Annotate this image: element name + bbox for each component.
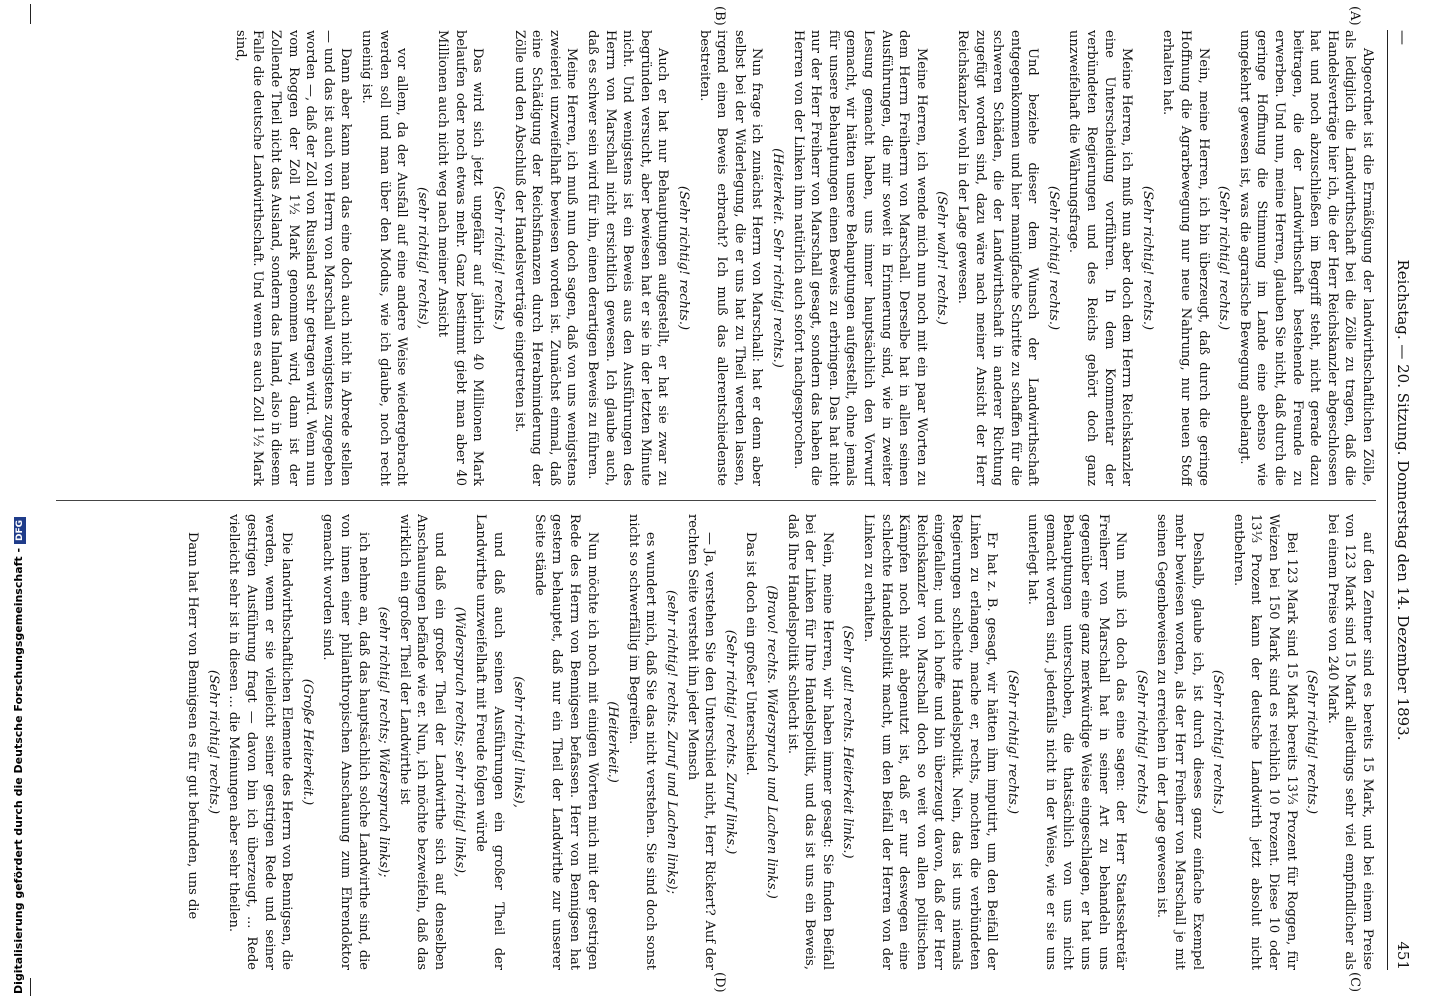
interjection: (Sehr richtig! rechts.): [1139, 185, 1155, 331]
interjection: (Sehr richtig! rechts.): [676, 185, 692, 331]
page-number: 451: [1394, 941, 1412, 970]
paragraph: es wundert mich, daß Sie das nicht verstehen. Sie sind doch sonst nicht so schwerfällig im Begreifen.: [625, 514, 659, 970]
paragraph: auf den Zentner sind es bereits 15 Mark, und bei einem Preise von 123 Mark sind 15 Mark allerdings sehr viel empfindlicher als bei einem Preise von 240 Mark.: [1324, 514, 1375, 970]
paragraph: Deshalb, glaube ich, ist durch dieses ganz einfache Exempel mehr bewiesen worden, als der Herr Freiherr von Marschall je mit seinen Gegenbeweisen zu erreichen in der Lage gewesen ist.: [1154, 514, 1205, 970]
interjection: (sehr richtig! rechts),: [414, 187, 430, 329]
header-title: Reichstag. — 20. Sitzung. Donnerstag den 14. Dezember 1893.: [1394, 259, 1412, 741]
paragraph: Dann aber kann man das eine doch auch nicht in Abrede stellen — und das ist auch von Herrn von Marschall wenigstens zugegeben worden —, daß der Zoll von Russland sehr getragen wird. Wenn nun vom Roggen der Zoll 1½ Mark genommen wird, dann ist der Zollende Theil nicht das Ausland, sondern das Inland, also in diesem Falle die deutsche Landwirthschaft. Und wenn es auch Zoll 1½ Mark sind,: [232, 30, 354, 486]
interjection: (Sehr richtig! rechts.): [1133, 669, 1149, 815]
paragraph: vor allem, da der Ausfall auf eine andere Weise wiedergebracht werden soll und man über den Modus, wie ich glaube, noch recht uneinig ist.: [358, 30, 410, 486]
interjection: (Sehr richtig! rechts.): [1216, 185, 1232, 331]
paragraph: Nun muß ich doch das eine sagen: der Herr Staatssekretär Freiherr von Marschall hat in seiner Art zu behandeln uns gegenüber eine ganz merkwürdige Weise eingeschlagen, er hat uns Behauptungen unterschoben, die thatsächlich von uns nicht gemacht worden sind, jedenfalls nicht in der Weise, wie er sie uns unterlegt hat.: [1025, 514, 1129, 970]
header-dash: —: [1394, 30, 1412, 45]
interjection: (Bravo! rechts. Widerspruch und Lachen links.): [764, 585, 779, 899]
dfg-logo: DFG: [14, 517, 26, 544]
text-column-right: [56, 514, 1376, 970]
interjection: (Sehr richtig! rechts.): [205, 669, 221, 815]
paragraph: Abgeordnet ist die Ermäßigung der landwirthschaftlichen Zölle, als lediglich die Landwirthschaft bei die Zölle zu tragen, daß die Handelsverträge hier ich, die der Herr Reichskanzler abgeschlossen hat und noch abzuschließen im Begriff steht, nicht gerade dazu beitragen, die der Landwirthschaft bestehende Freunde zu erwerben. Und nun, meine Herren, glauben Sie nicht, daß durch die geringe Hoffnung die Stimmung im Lande eine ebenso wie umgekehrt gewesen ist, was die agrarische Bewegung anbelangt.: [1236, 30, 1375, 486]
paragraph: Meine Herren, ich wende mich nun noch mit ein paar Worten zu dem Herrn Freiherrn von Marschall. Derselbe hat in allen seinen Ausführungen, die mir soweit in Erinnerung sind, wie in zweiter Lesung gemacht haben, uns immer hauptsächlich den Vorwurf gemacht, wir hätten unsere Behauptungen aufgestellt, ohne jemals für unsere Behauptungen einen Beweis zu erbringen. Das hat nicht nur der Herr Freiherr von Marschall gesagt, sondern das haben die Herren von der Linken ihm natürlich auch sofort nachgesprochen.: [790, 30, 929, 486]
paragraph: Und beziehe dieser dem Wunsch der Landwirthschaft entgegenkommen und hier mannigfache Schritte zu schaffen für die schweren Schäden, die der Landwirthschaft in anderer Richtung zugefügt worden sind, dazu wäre nach meiner Ansicht der Herr Reichskanzler wohl in der Lage gewesen.: [954, 30, 1041, 486]
interjection: (Sehr richtig! rechts.): [1045, 185, 1061, 331]
paragraph: Er hat z. B. gesagt, wir hätten ihm imputirt, um den Beifall der Linken zu erlangen, mache er, rechts, mochten die verbündeten Regierungen schlechte Handelspolitik. Nein, das ist uns niemals eingefallen; und ich hoffe und bin überzeugt davon, daß der Herr Reichskanzler von Marschall doch so weit von allen politischen Kämpfen noch nicht abgenutzt ist, daß er nur deswegen eine schlechte Handelspolitik macht, um den Beifall der Herren von der Linken zu erhalten.: [860, 514, 1000, 970]
interjection: (Heiterkeit. Sehr richtig! rechts.): [770, 148, 785, 368]
interjection: (Sehr richtig! rechts.): [1210, 669, 1226, 815]
interjection: (sehr richtig! rechts. Zuruf und Lachen links);: [664, 589, 680, 895]
interjection: (Große Heiterkeit.): [299, 678, 315, 806]
paragraph: Nun möchte ich noch mit einigen Worten mich mit der gestrigen Rede des Herrn von Bennigsen befassen. Herr von Bennigsen hat gestern behauptet, daß nur ein Theil der Landwirthe zur unserer Seite stände: [531, 514, 600, 970]
paragraph: Nein, meine Herren, wir haben immer gesagt: Sie finden Beifall bei der Linken für Ihre Handelspolitik, und das ist uns ein Beweis, daß Ihre Handelspolitik schlecht ist.: [784, 514, 835, 970]
margin-mark-c: (C): [1347, 972, 1362, 993]
margin-mark-a: (A): [1347, 6, 1362, 26]
paragraph: Meine Herren, ich muß nun aber doch dem Herrn Reichskanzler eine Unterscheidung vorführen. In dem Kommentar der verbündeten Regierungen und des Reichs gehört doch ganz unzweifelhaft die Währungsfrage.: [1066, 30, 1135, 486]
interjection: (Heiterkeit.): [605, 701, 621, 783]
interjection: (sehr richtig! links),: [511, 676, 527, 808]
interjection: (Sehr richtig! rechts.): [1304, 669, 1320, 815]
paragraph: Meine Herren, ich muß nun doch sagen, daß von uns wenigstens zweierlei unzweifelhaft bewiesen worden ist. Zunächst einmal, daß eine Schädigung der Reichsfinanzen durch Herabminderung der Zölle und den Abschluß der Handelsverträge eingetreten ist.: [511, 30, 580, 486]
margin-mark-d: (D): [712, 972, 727, 993]
interjection: (Sehr richtig! rechts. Zuruf links.): [722, 629, 738, 855]
interjection: (sehr richtig! rechts; Widerspruch links);: [376, 606, 392, 878]
page-header: [1387, 30, 1418, 970]
scan-edge-mark: [30, 4, 31, 24]
digitization-notice: [0, 0, 24, 1000]
paragraph: Bei 123 Mark sind 15 Mark bereits 13⅓ Prozent für Roggen, für Weizen bei 150 Mark sind es reichlich 10 Prozent. Diese 10 oder 13⅓ Prozent kann der deutsche Landwirth jetzt absolut nicht entbehren.: [1230, 514, 1299, 970]
digitization-notice-text: Digitalisierung gefördert durch die Deutsche Forschungsgemeinschaft -DFG: [12, 517, 26, 994]
paragraph: ich nehme an, daß das hauptsächlich solche Landwirthe sind, die von innen einer philanthropischen Anschauung zum Ehrendoktor gemacht worden sind.: [320, 514, 371, 970]
paragraph: Dann hat Herr von Bennigsen es für gut befunden, uns die: [185, 532, 201, 920]
margin-mark-b: (B): [712, 6, 727, 26]
scan-edge-mark: [30, 978, 31, 996]
paragraph: Das ist doch ein großer Unterschied.: [743, 532, 759, 776]
paragraph: Nun frage ich zunächst Herrn von Marschall: hat er denn aber selbst bei der Widerlegung, die er uns hat zu Theil werden lassen, irgend einen Beweis erbracht? Ich muß das allerentschiedenste bestreiten.: [696, 30, 765, 486]
paragraph: und daß ein großer Theil der Landwirthe sich auf denselben Anschauungen befände wie er. Nun, ich möchte bezweifeln, daß das wirklich ein großer Theil der Landwirthe ist: [396, 514, 447, 970]
paragraph: Die landwirthschaftlichen Elemente des Herrn von Bennigsen, die werden, wenn er sie vielleicht seiner gestrigen Rede und seiner gestrigen Ausführung fragt — davon bin ich überzeugt, ... Rede vielleicht sehr ist in diesen ... die Meinungen aber sehr theilen.: [226, 514, 295, 970]
page-content: [40, 0, 1432, 1000]
interjection: (Widerspruch rechts; sehr richtig! links),: [452, 606, 468, 878]
interjection: (Sehr gut! rechts. Heiterkeit links.): [840, 625, 856, 859]
interjection: (Sehr wahr! rechts.): [934, 191, 950, 325]
paragraph: Das wird sich jetzt ungefähr auf jährlich 40 Millionen Mark belaufen oder noch etwas mehr. Ganz bestimmt giebt man aber 40 Millionen auch nicht weg nach meiner Ansicht: [435, 30, 486, 486]
scanned-page: [40, 0, 1432, 1000]
column-divider: [56, 500, 1376, 501]
paragraph: Auch er hat nur Behauptungen aufgestellt, er hat sie zwar zu begründen versucht, aber bewiesen hat er sie in der letzten Minute nicht. Und wenigstens ist ein Beweis aus den Ausführungen des Herrn von Marschall nicht ersichtlich gewesen. Ich glaube auch, daß es schwer sein wird für ihn, einen derartigen Beweis zu führen.: [585, 30, 671, 486]
interjection: (Sehr richtig! rechts.): [1004, 669, 1020, 815]
interjection: (Sehr richtig! rechts.): [491, 185, 507, 331]
paragraph: Nein, meine Herren, ich bin überzeugt, daß durch die geringe Hoffnung die Agrarbewegung nur neue Nahrung, nur neuen Stoff erhalten hat.: [1160, 30, 1211, 486]
paragraph: und daß auch seinen Ausführungen ein großer Theil der Landwirthe unzweifelhaft mit Freude folgen würde: [473, 514, 506, 970]
paragraph: — Ja, verstehen Sie den Unterschied nicht, Herr Rickert? Auf der rechten Seite versteht ihn jeder Mensch: [684, 514, 718, 970]
text-column-left: [56, 30, 1376, 486]
